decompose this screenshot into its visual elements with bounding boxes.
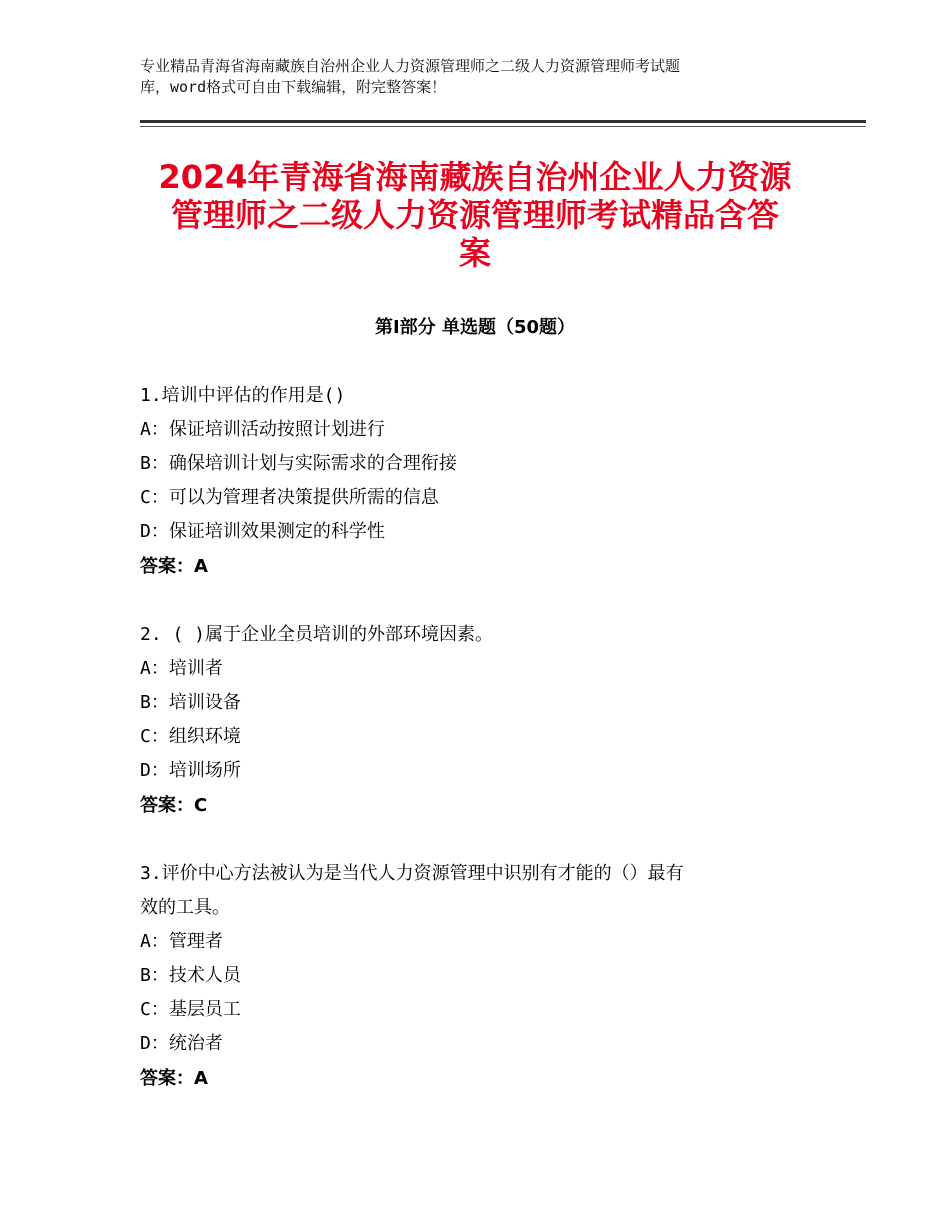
header-note-line: 库，word格式可自由下载编辑，附完整答案！ (140, 78, 447, 96)
question-stem-continued: 效的工具。 (140, 897, 230, 918)
question-option: D：统治者 (140, 1033, 223, 1054)
question-option: B：培训设备 (140, 692, 241, 713)
question-answer: 答案：C (140, 795, 208, 816)
question-answer: 答案：A (140, 556, 208, 577)
header-divider-thick (140, 120, 866, 123)
question-stem: 1.培训中评估的作用是() (140, 385, 346, 406)
question-option: B：技术人员 (140, 965, 241, 986)
document-title (130, 158, 820, 272)
section-heading: 第Ⅰ部分 单选题（50题） (374, 317, 575, 338)
header-note-line: 专业精品青海省海南藏族自治州企业人力资源管理师之二级人力资源管理师考试题 (140, 57, 681, 75)
question-option: D：培训场所 (140, 760, 241, 781)
question-stem: 3.评价中心方法被认为是当代人力资源管理中识别有才能的（）最有 (140, 863, 684, 884)
question-option: A：管理者 (140, 931, 223, 952)
title-line: 2024年青海省海南藏族自治州企业人力资源 (158, 158, 792, 196)
title-line: 管理师之二级人力资源管理师考试精品含答 (170, 196, 779, 234)
question-option: C：可以为管理者决策提供所需的信息 (140, 487, 439, 508)
question-option: C：组织环境 (140, 726, 241, 747)
question-answer: 答案：A (140, 1068, 208, 1089)
question-option: D：保证培训效果测定的科学性 (140, 521, 385, 542)
title-line: 案 (458, 234, 491, 272)
question-option: A：培训者 (140, 658, 223, 679)
question-option: B：确保培训计划与实际需求的合理衔接 (140, 453, 457, 474)
question-option: A：保证培训活动按照计划进行 (140, 419, 385, 440)
header-note (140, 56, 840, 98)
question-option: C：基层员工 (140, 999, 241, 1020)
header-divider-thin (140, 126, 866, 127)
question-stem: 2. ( )属于企业全员培训的外部环境因素。 (140, 624, 494, 645)
